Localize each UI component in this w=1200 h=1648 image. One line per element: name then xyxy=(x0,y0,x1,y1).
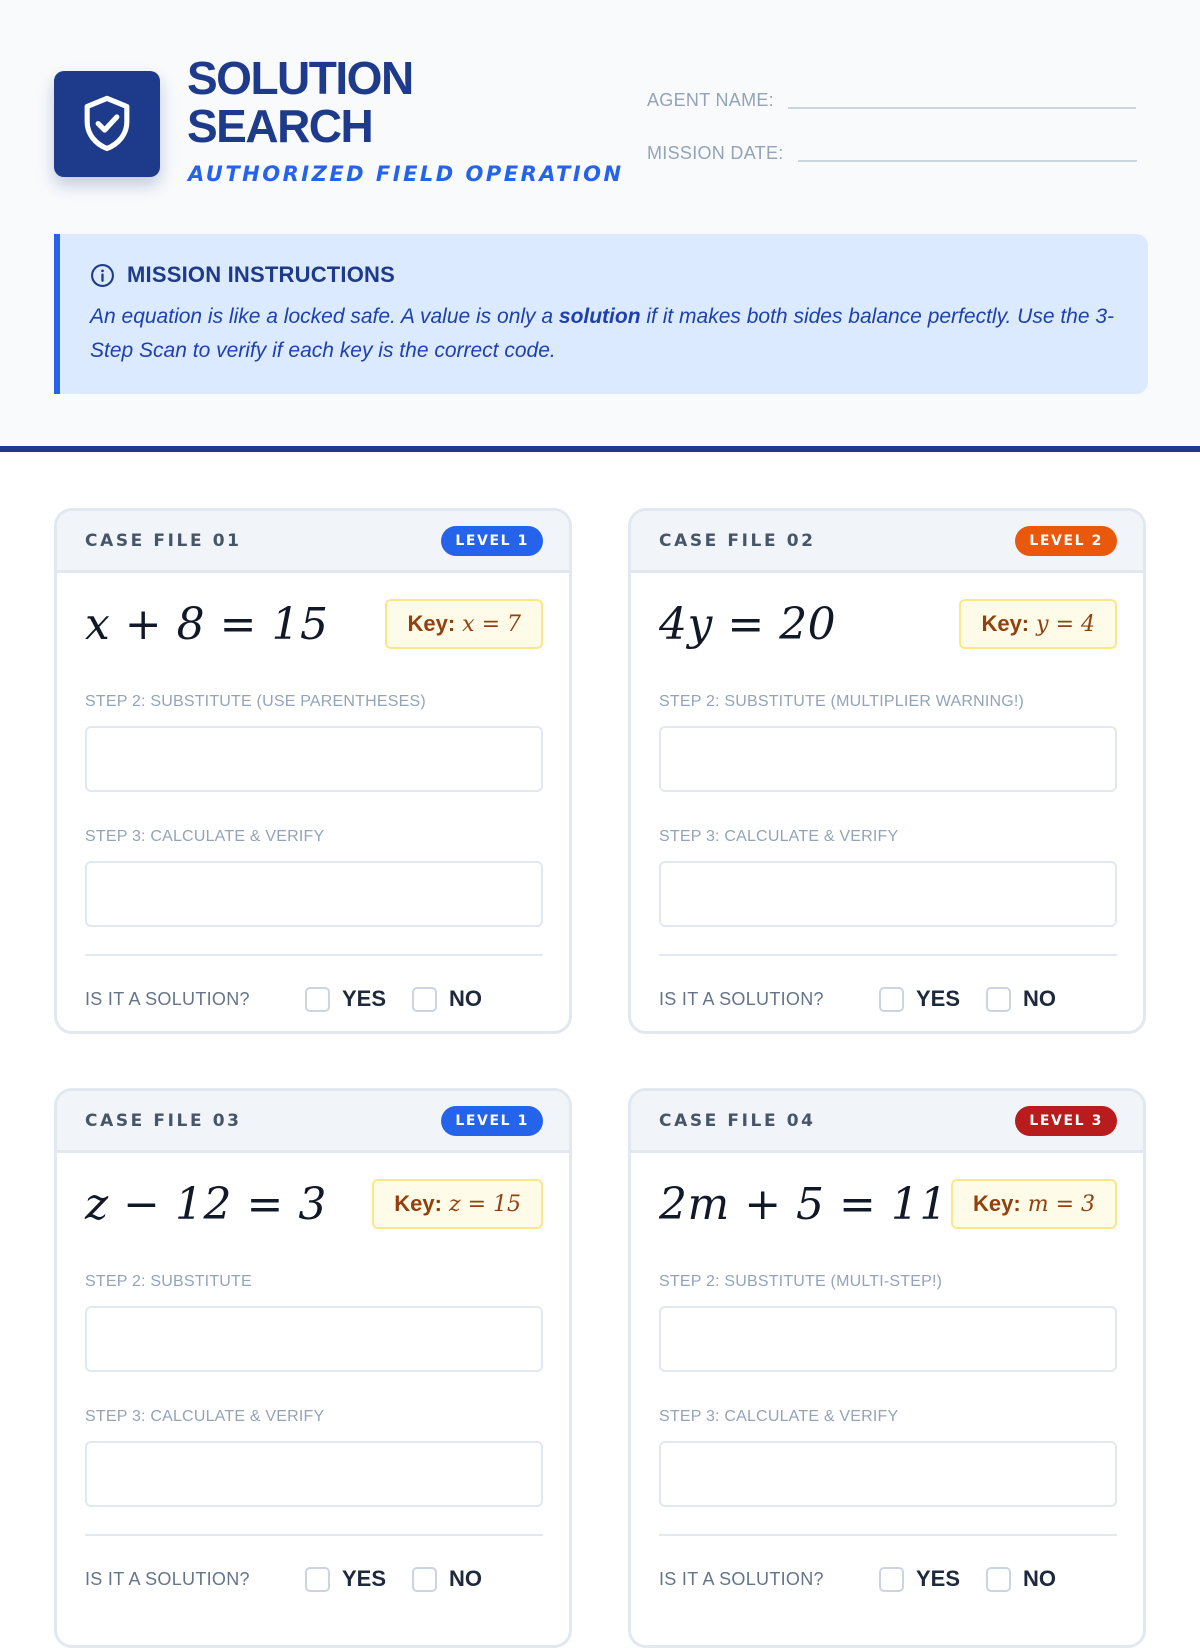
equation-row xyxy=(659,1153,1117,1255)
mission-date-label: MISSION DATE: xyxy=(647,143,784,163)
case-card xyxy=(628,1088,1146,1648)
logo xyxy=(54,71,160,177)
case-card-header xyxy=(57,1091,569,1153)
yes-checkbox[interactable] xyxy=(879,987,904,1012)
mission-date-field[interactable] xyxy=(647,143,1137,164)
instructions-heading xyxy=(90,262,1148,288)
worksheet-header xyxy=(0,0,1200,452)
key-value: x = 7 xyxy=(462,611,521,637)
mission-instructions xyxy=(54,234,1148,394)
key-badge xyxy=(951,1179,1117,1229)
divider xyxy=(85,1534,543,1536)
step-2-input[interactable] xyxy=(659,1306,1117,1372)
case-file-title: CASE FILE 03 xyxy=(85,1110,242,1131)
level-badge: LEVEL 1 xyxy=(441,1106,543,1136)
step-3-label: STEP 3: CALCULATE & VERIFY xyxy=(85,828,325,845)
yes-label: YES xyxy=(342,1566,387,1591)
case-card-body xyxy=(57,573,569,1014)
level-badge: LEVEL 1 xyxy=(441,526,543,556)
no-checkbox[interactable] xyxy=(412,1567,437,1592)
yes-label: YES xyxy=(916,986,961,1011)
step-3-label: STEP 3: CALCULATE & VERIFY xyxy=(85,1408,325,1425)
page-title xyxy=(187,54,413,150)
title-line-2: SEARCH xyxy=(187,100,373,152)
step-2-label: STEP 2: SUBSTITUTE (USE PARENTHESES) xyxy=(85,693,426,710)
case-file-title: CASE FILE 02 xyxy=(659,530,816,551)
key-label: Key: xyxy=(394,1191,442,1216)
no-label: NO xyxy=(449,986,483,1011)
solution-question: IS IT A SOLUTION? xyxy=(659,988,824,1009)
equation: z − 12 = 3 xyxy=(85,1178,327,1230)
info-icon xyxy=(90,263,115,288)
title-line-1: SOLUTION xyxy=(187,52,413,104)
yes-checkbox[interactable] xyxy=(305,1567,330,1592)
solution-question: IS IT A SOLUTION? xyxy=(659,1568,824,1589)
solution-question: IS IT A SOLUTION? xyxy=(85,988,250,1009)
case-card-body xyxy=(631,1153,1143,1594)
equation-row xyxy=(85,573,543,675)
no-label: NO xyxy=(1023,986,1057,1011)
no-checkbox[interactable] xyxy=(986,987,1011,1012)
mission-date-line[interactable] xyxy=(798,160,1137,162)
solution-question-row xyxy=(85,1564,543,1594)
case-file-title: CASE FILE 04 xyxy=(659,1110,816,1131)
no-checkbox[interactable] xyxy=(412,987,437,1012)
step-3-label: STEP 3: CALCULATE & VERIFY xyxy=(659,828,899,845)
equation: x + 8 = 15 xyxy=(85,598,329,650)
key-value: y = 4 xyxy=(1036,611,1095,637)
step-2-input[interactable] xyxy=(85,1306,543,1372)
step-2-label: STEP 2: SUBSTITUTE (MULTIPLIER WARNING!) xyxy=(659,693,1025,710)
equation-row xyxy=(85,1153,543,1255)
yes-option[interactable] xyxy=(879,986,960,1012)
key-value: m = 3 xyxy=(1027,1191,1095,1217)
agent-name-field[interactable] xyxy=(647,90,1136,111)
solution-question: IS IT A SOLUTION? xyxy=(85,1568,250,1589)
case-card-header xyxy=(57,511,569,573)
no-label: NO xyxy=(449,1566,483,1591)
equation: 2m + 5 = 11 xyxy=(659,1178,948,1230)
step-3-input[interactable] xyxy=(85,861,543,927)
instructions-text-start: An equation is like a locked safe. A value is only a xyxy=(90,305,559,328)
equation-row xyxy=(659,573,1117,675)
no-option[interactable] xyxy=(412,1566,482,1592)
case-card-header xyxy=(631,1091,1143,1153)
agent-name-label: AGENT NAME: xyxy=(647,90,774,110)
case-card-body xyxy=(631,573,1143,1014)
yes-option[interactable] xyxy=(305,986,386,1012)
instructions-title: MISSION INSTRUCTIONS xyxy=(127,262,396,287)
step-2-input[interactable] xyxy=(85,726,543,792)
solution-question-row xyxy=(659,1564,1117,1594)
level-badge: LEVEL 3 xyxy=(1015,1106,1117,1136)
yes-checkbox[interactable] xyxy=(305,987,330,1012)
no-option[interactable] xyxy=(412,986,482,1012)
yes-checkbox[interactable] xyxy=(879,1567,904,1592)
solution-question-row xyxy=(85,984,543,1014)
no-option[interactable] xyxy=(986,986,1056,1012)
yes-label: YES xyxy=(342,986,387,1011)
step-2-label: STEP 2: SUBSTITUTE xyxy=(85,1273,252,1290)
yes-option[interactable] xyxy=(305,1566,386,1592)
step-3-label: STEP 3: CALCULATE & VERIFY xyxy=(659,1408,899,1425)
key-badge xyxy=(385,599,543,649)
key-label: Key: xyxy=(973,1191,1021,1216)
solution-question-row xyxy=(659,984,1117,1014)
key-badge xyxy=(959,599,1117,649)
level-badge: LEVEL 2 xyxy=(1015,526,1117,556)
yes-label: YES xyxy=(916,1566,961,1591)
yes-option[interactable] xyxy=(879,1566,960,1592)
divider xyxy=(85,954,543,956)
no-label: NO xyxy=(1023,1566,1057,1591)
case-card xyxy=(54,1088,572,1648)
no-checkbox[interactable] xyxy=(986,1567,1011,1592)
case-card xyxy=(54,508,572,1034)
step-3-input[interactable] xyxy=(85,1441,543,1507)
key-value: z = 15 xyxy=(448,1191,521,1217)
key-badge xyxy=(372,1179,543,1229)
step-2-input[interactable] xyxy=(659,726,1117,792)
case-card xyxy=(628,508,1146,1034)
case-file-title: CASE FILE 01 xyxy=(85,530,242,551)
key-label: Key: xyxy=(981,611,1030,636)
equation: 4y = 20 xyxy=(659,598,837,650)
instructions-text-bold: solution xyxy=(558,305,641,328)
divider xyxy=(659,954,1117,956)
step-3-input[interactable] xyxy=(659,861,1117,927)
instructions-text-end: if it makes both sides balance perfectly. Use the 3-Step Scan to verify if each key is the correct code. xyxy=(90,305,1115,362)
page-subtitle: AUTHORIZED FIELD OPERATION xyxy=(188,162,624,186)
no-option[interactable] xyxy=(986,1566,1056,1592)
step-3-input[interactable] xyxy=(659,1441,1117,1507)
case-card-body xyxy=(57,1153,569,1594)
agent-name-line[interactable] xyxy=(788,107,1136,109)
shield-check-icon xyxy=(79,93,135,155)
step-2-label: STEP 2: SUBSTITUTE (MULTI-STEP!) xyxy=(659,1273,943,1290)
divider xyxy=(659,1534,1117,1536)
key-label: Key: xyxy=(407,611,456,636)
instructions-text xyxy=(90,300,1150,368)
case-card-header xyxy=(631,511,1143,573)
